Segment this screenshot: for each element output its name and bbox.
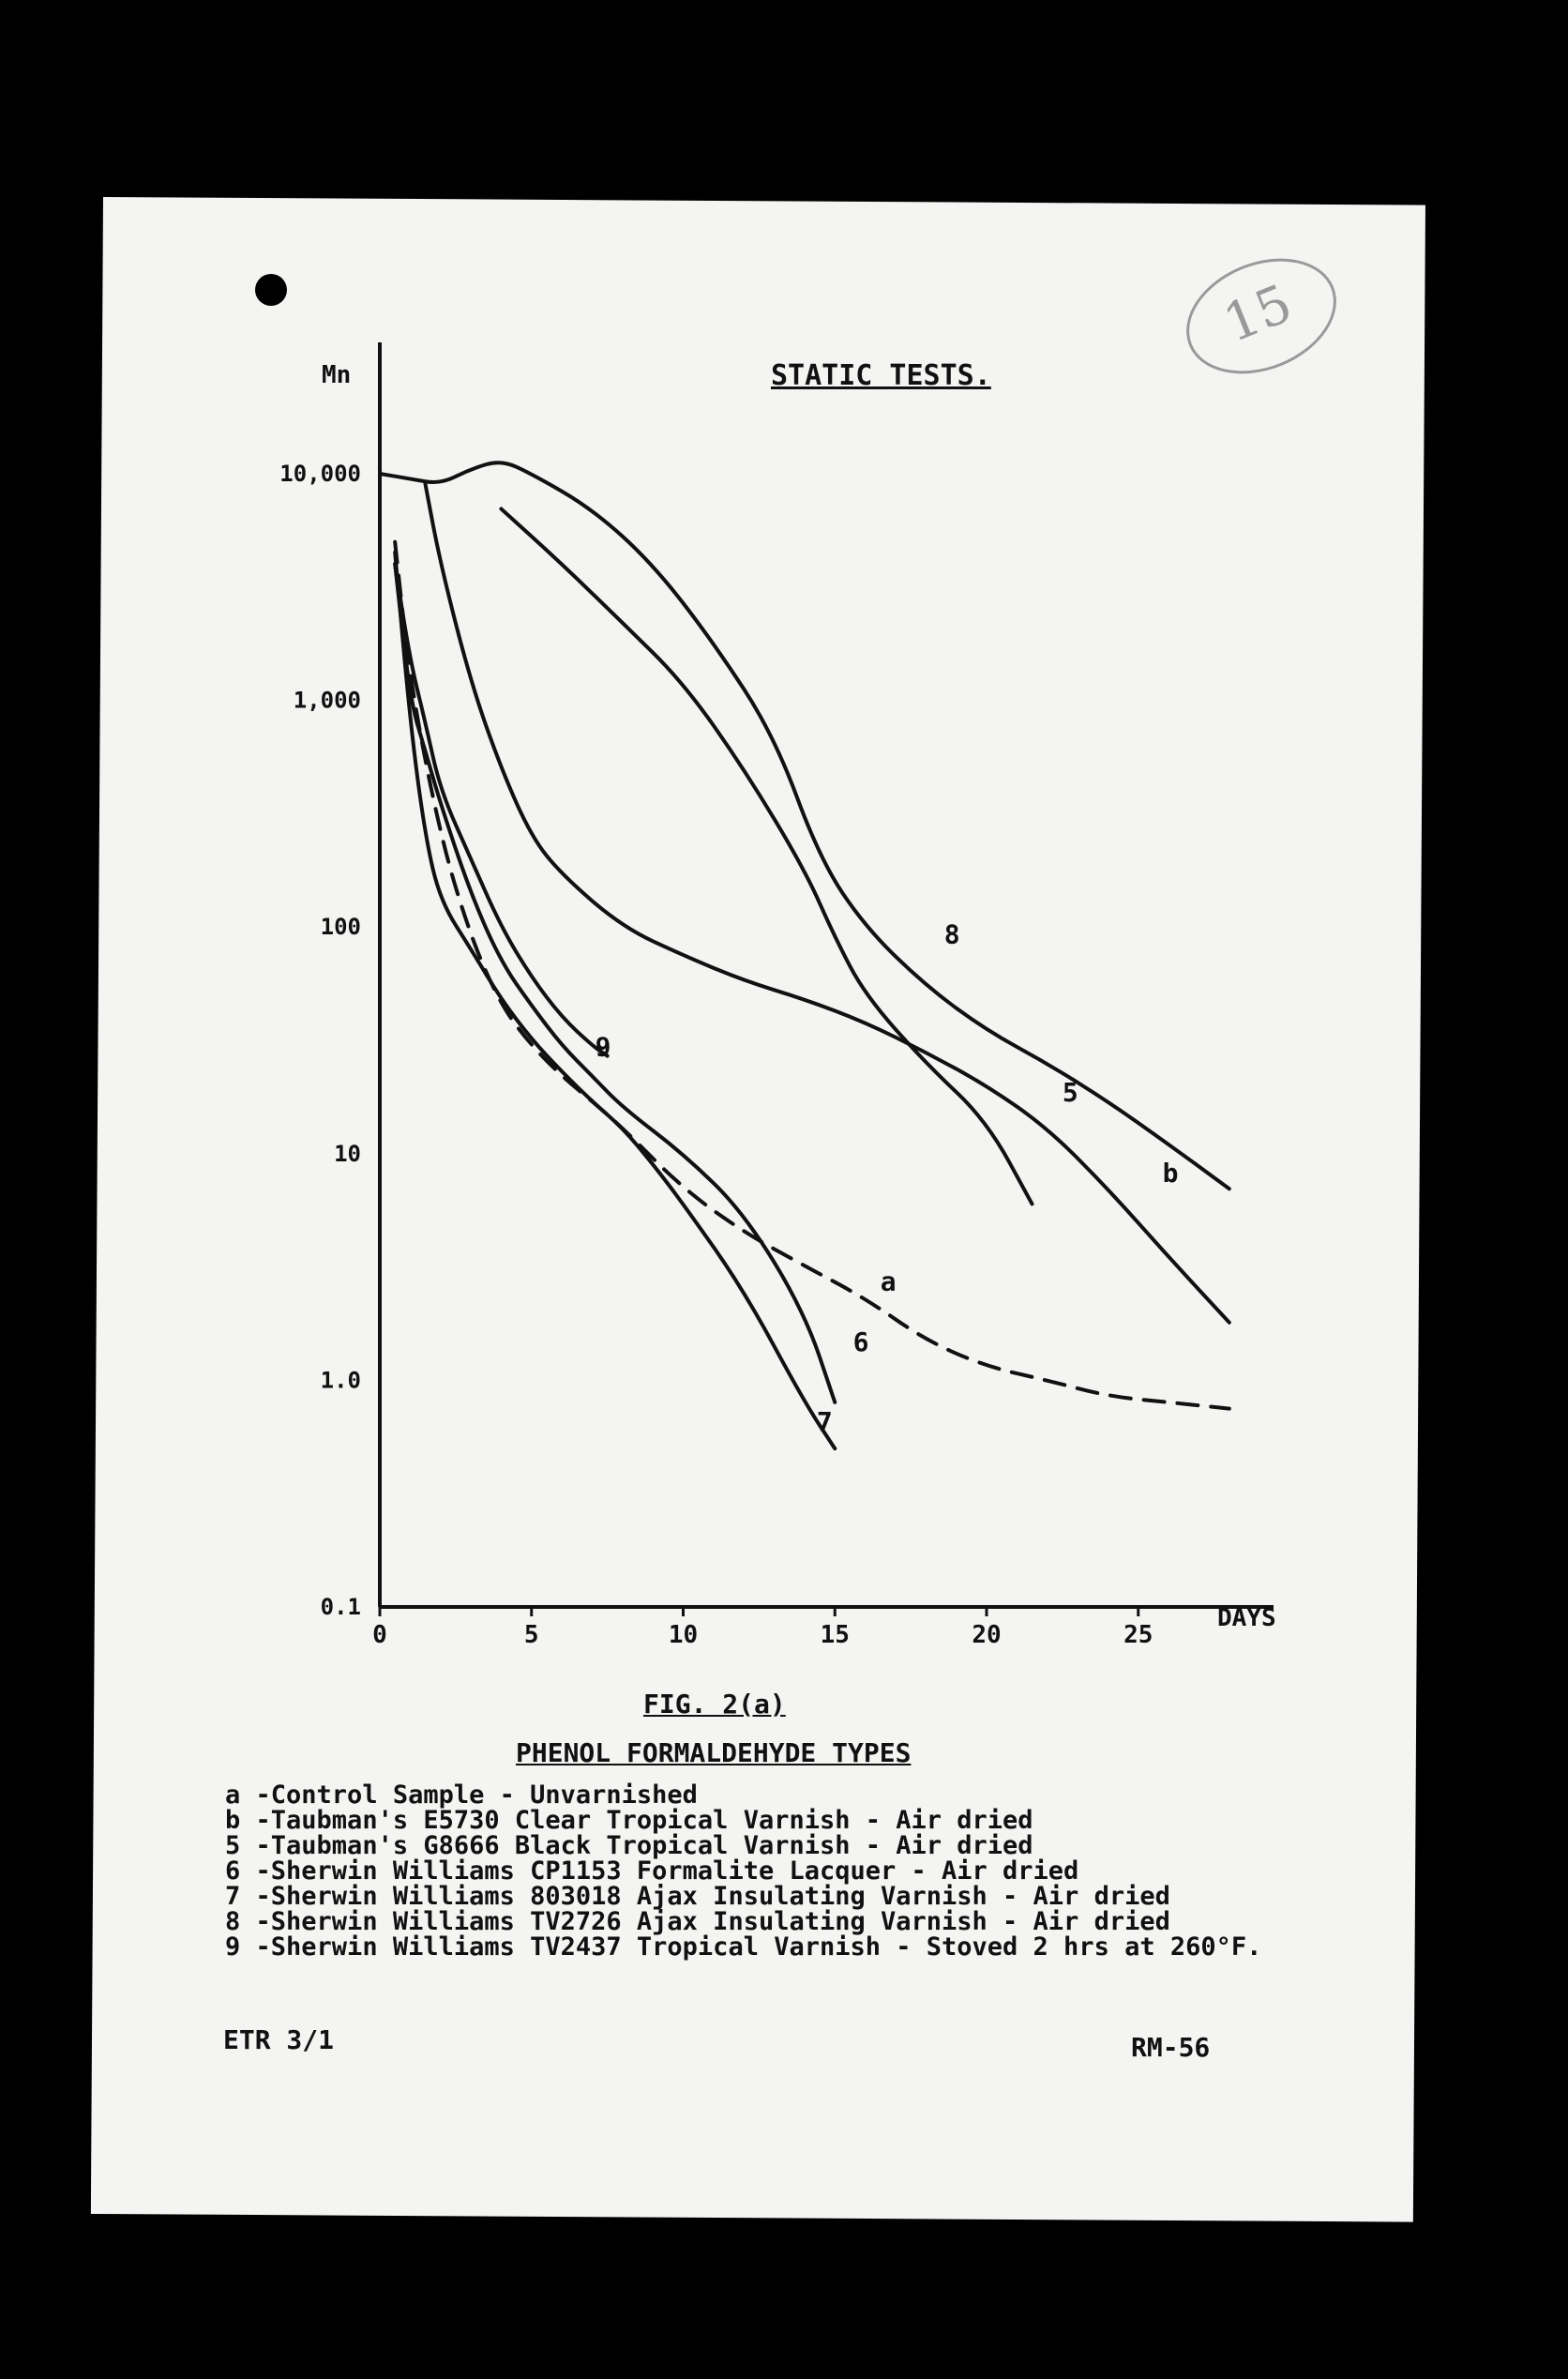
series-label-7: 7 [816, 1405, 833, 1437]
series-line-a [395, 542, 1229, 1409]
series-line-8 [501, 508, 1032, 1204]
series-label-6: 6 [852, 1326, 869, 1357]
footer-left: ETR 3/1 [223, 2024, 335, 2055]
legend-key: 7 - [225, 1882, 271, 1911]
series-line-9 [395, 564, 607, 1055]
series-line-6 [395, 564, 835, 1402]
legend-key: 8 - [225, 1907, 271, 1936]
legend-text: Taubman's E5730 Clear Tropical Varnish - Air dried [270, 1806, 1033, 1835]
y-tick-label: 1,000 [293, 687, 361, 714]
legend-key: 5 - [225, 1831, 271, 1860]
y-tick-label: 10 [334, 1140, 361, 1167]
stamp-text: 15 [1215, 273, 1301, 356]
legend-text: Control Sample - Unvarnished [270, 1780, 698, 1810]
legend-row [225, 1932, 1261, 1962]
x-tick-label: 10 [668, 1621, 699, 1649]
series-line-5 [380, 462, 1229, 1189]
figure-label: FIG. 2(a) [643, 1689, 786, 1720]
y-axis-unit: Mn [322, 361, 352, 389]
x-tick-label: 15 [820, 1621, 850, 1649]
series-layer [380, 462, 1229, 1448]
legend-text: Sherwin Williams TV2437 Tropical Varnish - Stoved 2 hrs at 260°F. [270, 1932, 1262, 1962]
legend-key: a - [225, 1780, 271, 1810]
legend-text: Sherwin Williams TV2726 Ajax Insulating Varnish - Air dried [270, 1907, 1170, 1936]
y-tick-label: 100 [320, 914, 361, 941]
series-label-5: 5 [1062, 1077, 1078, 1109]
y-tick-label: 1.0 [320, 1367, 361, 1394]
footer-right: RM-56 [1131, 2032, 1211, 2063]
y-tick-label: 0.1 [320, 1594, 361, 1620]
y-tick-label: 10,000 [279, 461, 361, 487]
legend-text: Sherwin Williams CP1153 Formalite Lacquer - Air dried [270, 1856, 1079, 1886]
series-label-a: a [880, 1265, 897, 1297]
series-label-8: 8 [943, 918, 960, 950]
labels-layer [596, 918, 1179, 1437]
x-axis-unit: DAYS [1217, 1604, 1276, 1632]
legend-text: Taubman's G8666 Black Tropical Varnish - Air dried [270, 1831, 1033, 1860]
axes [279, 342, 1274, 1649]
legend-text: Sherwin Williams 803018 Ajax Insulating Varnish - Air dried [270, 1882, 1170, 1911]
series-label-b: b [1162, 1157, 1179, 1189]
page-title: STATIC TESTS. [771, 359, 991, 392]
legend-key: 6 - [225, 1856, 271, 1886]
series-line-b [426, 484, 1229, 1323]
series-line-7 [395, 553, 835, 1448]
punch-hole [255, 274, 287, 306]
figure-subtitle: PHENOL FORMALDEHYDE TYPES [516, 1737, 912, 1768]
series-label-9: 9 [595, 1031, 611, 1063]
x-tick-label: 0 [372, 1621, 387, 1649]
x-tick-label: 20 [972, 1621, 1002, 1649]
legend-key: b - [225, 1806, 271, 1835]
x-tick-label: 25 [1123, 1621, 1153, 1649]
x-tick-label: 5 [523, 1621, 539, 1649]
legend-key: 9 - [225, 1932, 271, 1962]
